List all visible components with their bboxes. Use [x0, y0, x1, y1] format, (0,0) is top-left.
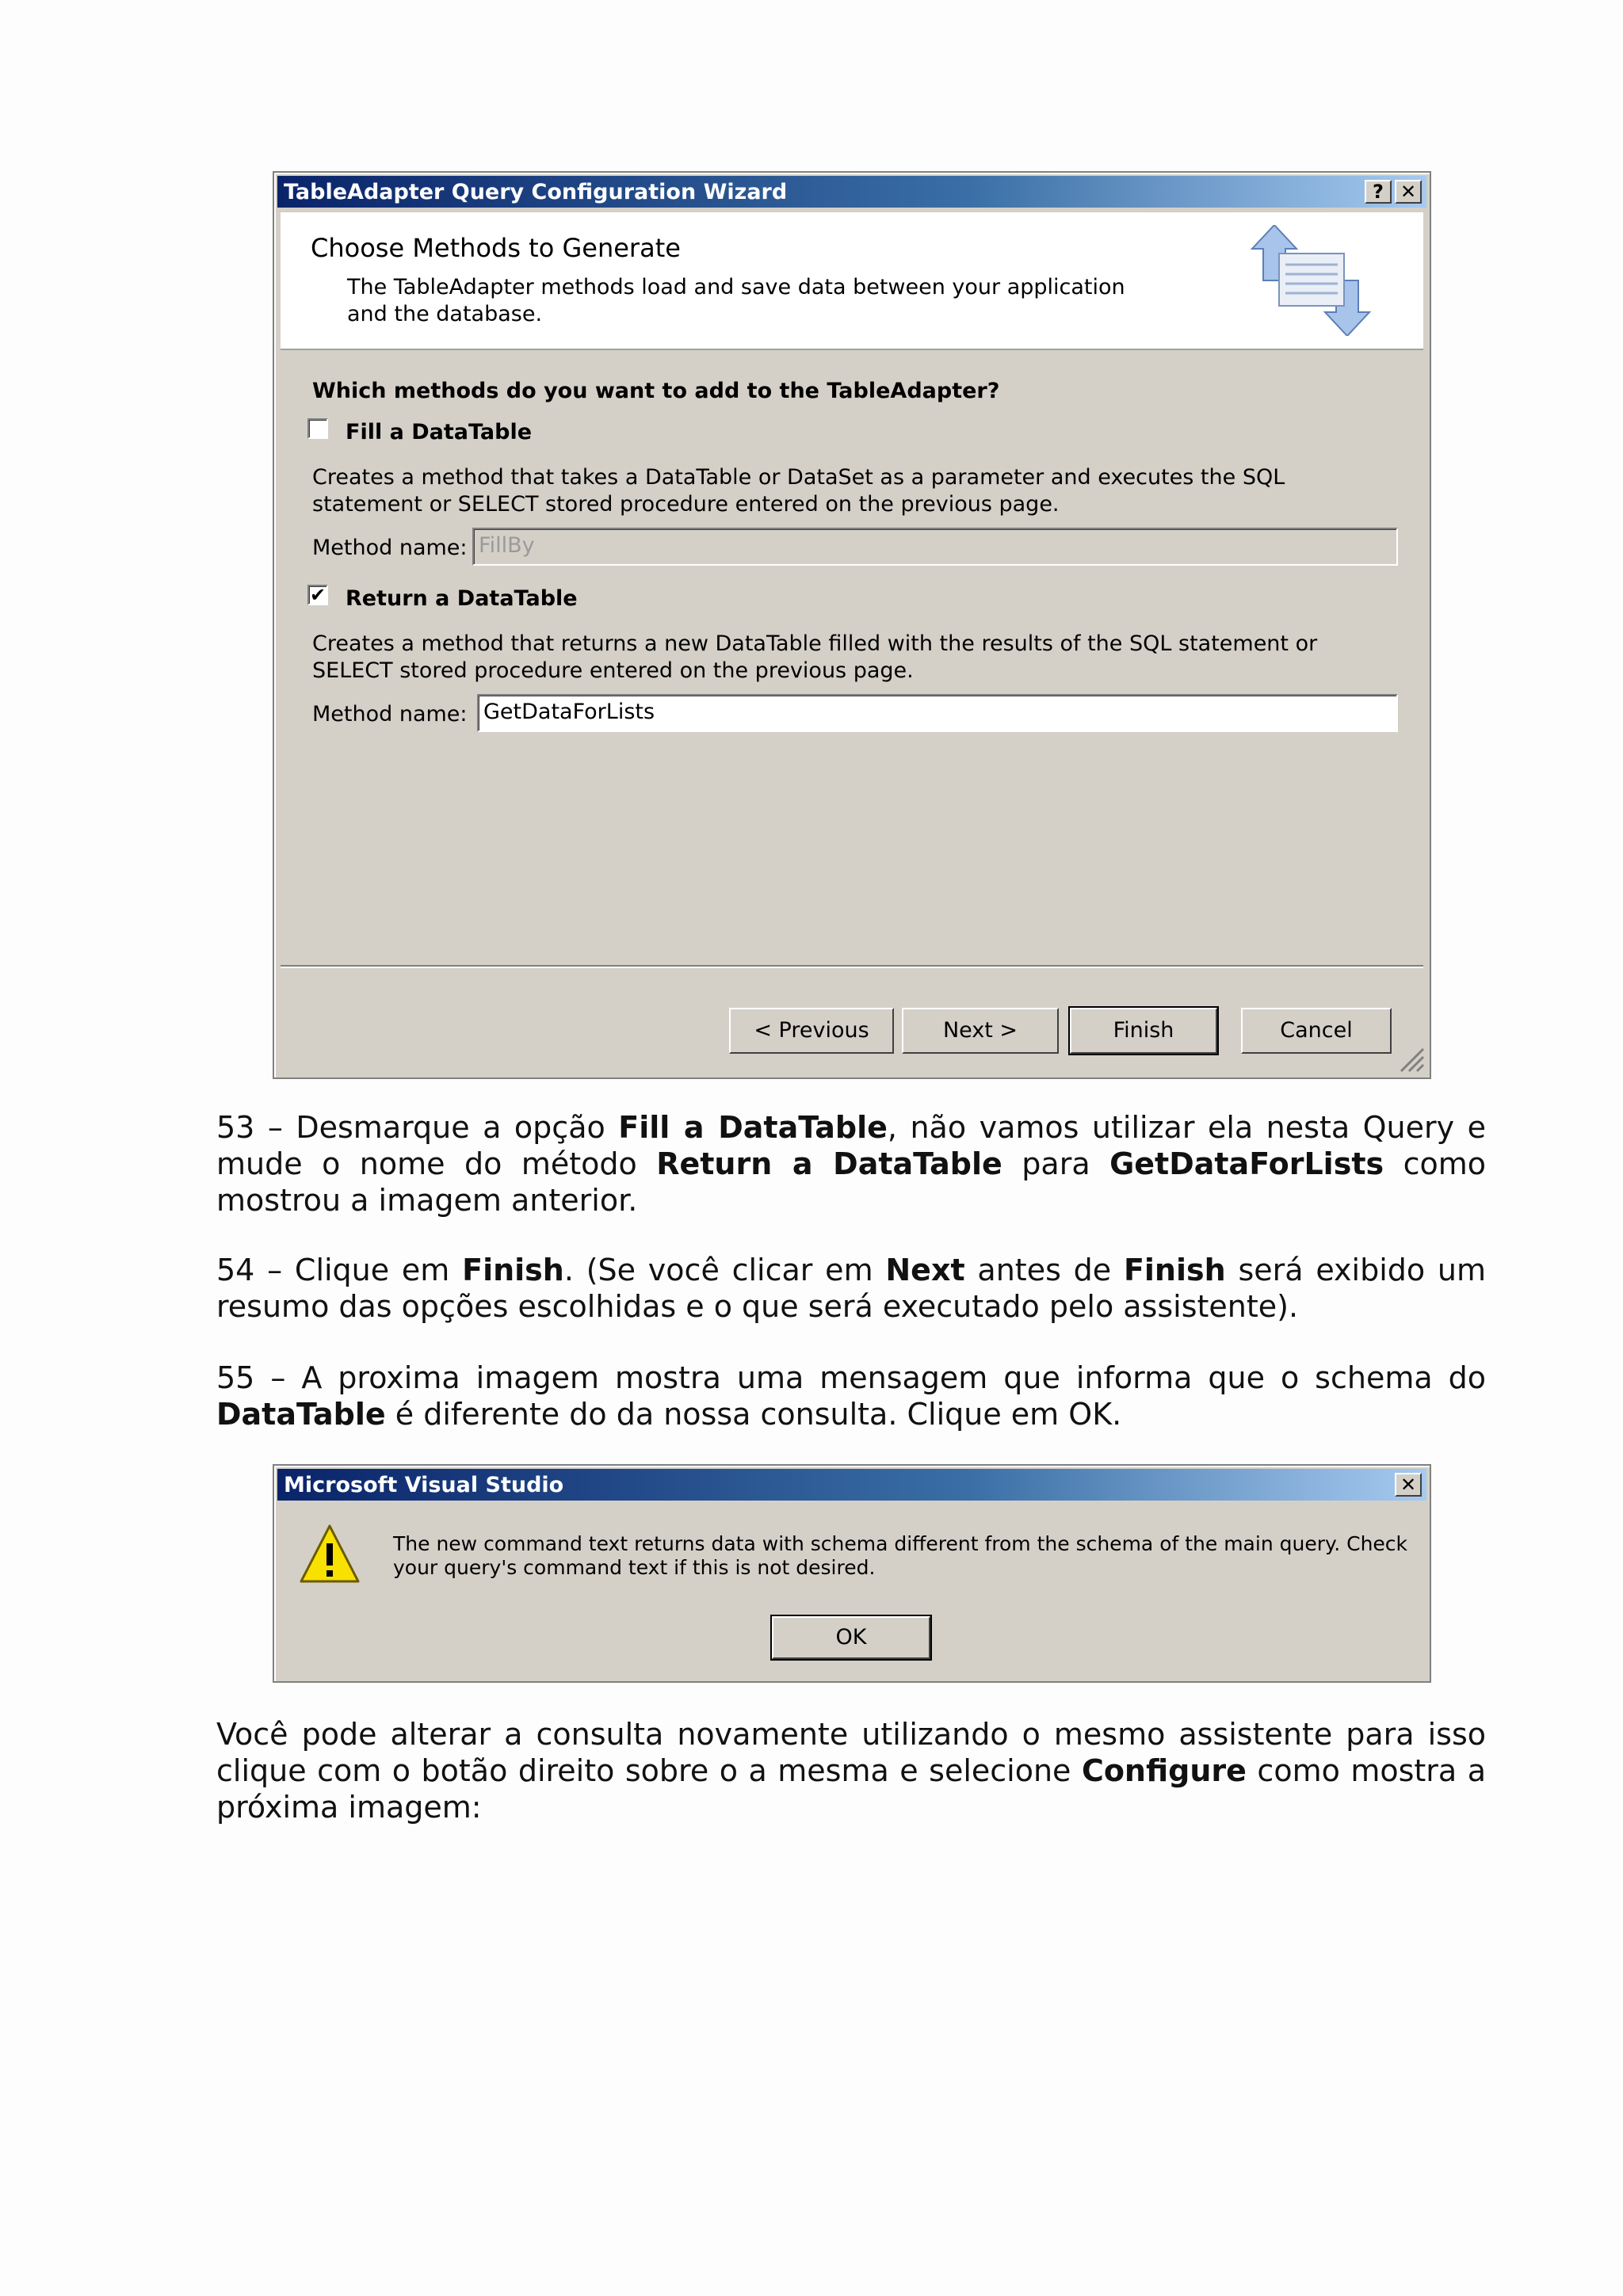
- return-description: Creates a method that returns a new DataTable filled with the results of the SQL statement or SELECT stored procedure entered on the previous page.: [312, 631, 1318, 683]
- p53-bold-1: Fill a DataTable: [618, 1110, 888, 1145]
- p53-text-e: como mostrou a imagem anterior.: [216, 1146, 1486, 1218]
- return-method-name-field[interactable]: GetDataForLists: [477, 694, 1398, 732]
- paragraph-55: [216, 1360, 1486, 1432]
- return-datatable-label[interactable]: Return a DataTable: [346, 586, 578, 611]
- p54-text-d: antes de: [964, 1253, 1124, 1287]
- return-method-name-label: Method name:: [312, 702, 468, 727]
- fill-description: Creates a method that takes a DataTable or DataSet as a parameter and executes the SQL statement or SELECT stored procedure entered on the previous page.: [312, 465, 1285, 517]
- paragraph-54: [216, 1252, 1486, 1325]
- fill-method-name-label: Method name:: [312, 536, 468, 560]
- fill-datatable-checkbox[interactable]: [307, 418, 328, 439]
- p54-text-a: 54 – Clique em: [216, 1253, 463, 1287]
- wizard-dialog: [273, 171, 1431, 1079]
- p56-text-c: como mostra a próxima imagem:: [216, 1753, 1487, 1825]
- p53-text-a: 53 – Desmarque a opção: [216, 1110, 619, 1145]
- msgbox-close-button[interactable]: ✕: [1395, 1473, 1422, 1497]
- warning-icon: [298, 1523, 361, 1586]
- button-separator: [281, 965, 1423, 968]
- resize-grip-icon[interactable]: [1396, 1044, 1425, 1073]
- page-description: The TableAdapter methods load and save data between your application and the database.: [347, 275, 1125, 326]
- paragraph-53: [216, 1109, 1486, 1219]
- p55-text-c: é diferente do da nossa consulta. Clique em OK.: [385, 1397, 1122, 1432]
- wizard-arrows-icon: [1247, 225, 1374, 336]
- methods-question: Which methods do you want to add to the TableAdapter?: [312, 379, 1000, 403]
- wizard-title: TableAdapter Query Configuration Wizard: [284, 179, 788, 204]
- p54-bold-1: Finish: [462, 1253, 564, 1287]
- p55-bold-1: DataTable: [216, 1397, 386, 1432]
- fill-datatable-label[interactable]: Fill a DataTable: [346, 420, 533, 444]
- p54-text-c: . (Se você clicar em: [563, 1253, 886, 1287]
- wizard-titlebar: [277, 176, 1426, 208]
- finish-button[interactable]: Finish: [1070, 1008, 1217, 1054]
- close-button[interactable]: ✕: [1395, 180, 1422, 204]
- p54-bold-3: Finish: [1123, 1253, 1226, 1287]
- return-datatable-checkbox[interactable]: ✔: [307, 585, 328, 605]
- p53-text-d: para: [1002, 1146, 1110, 1181]
- next-button[interactable]: Next >: [902, 1008, 1059, 1054]
- p55-text-a: 55 – A proxima imagem mostra uma mensagem que informa que o schema do: [216, 1360, 1486, 1395]
- ok-button[interactable]: OK: [772, 1616, 930, 1659]
- p53-text-c: , não vamos utilizar ela nesta Query e mude o nome do método: [216, 1110, 1486, 1181]
- message-box-dialog: [273, 1464, 1431, 1683]
- msgbox-titlebar: [277, 1469, 1426, 1501]
- p53-bold-2: Return a DataTable: [656, 1146, 1002, 1181]
- help-button[interactable]: ?: [1365, 180, 1392, 204]
- fill-method-name-field[interactable]: FillBy: [472, 528, 1398, 566]
- p54-text-e: será exibido um resumo das opções escolhidas e o que será executado pelo assistente).: [216, 1253, 1487, 1324]
- cancel-button[interactable]: Cancel: [1241, 1008, 1392, 1054]
- previous-button[interactable]: < Previous: [729, 1008, 894, 1054]
- p53-bold-3: GetDataForLists: [1109, 1146, 1384, 1181]
- msgbox-message: The new command text returns data with schema different from the schema of the main query. Check your query's command text if this is not desired.: [393, 1532, 1408, 1579]
- p56-text-a: Você pode alterar a consulta novamente utilizando o mesmo assistente para isso clique com o botão direito sobre o a mesma e selecione: [216, 1717, 1486, 1788]
- wizard-header: [281, 212, 1423, 350]
- paragraph-configure: [216, 1716, 1486, 1825]
- msgbox-title: Microsoft Visual Studio: [284, 1472, 564, 1497]
- p56-bold-1: Configure: [1081, 1753, 1247, 1788]
- page-title: Choose Methods to Generate: [311, 233, 681, 263]
- p54-bold-2: Next: [885, 1253, 965, 1287]
